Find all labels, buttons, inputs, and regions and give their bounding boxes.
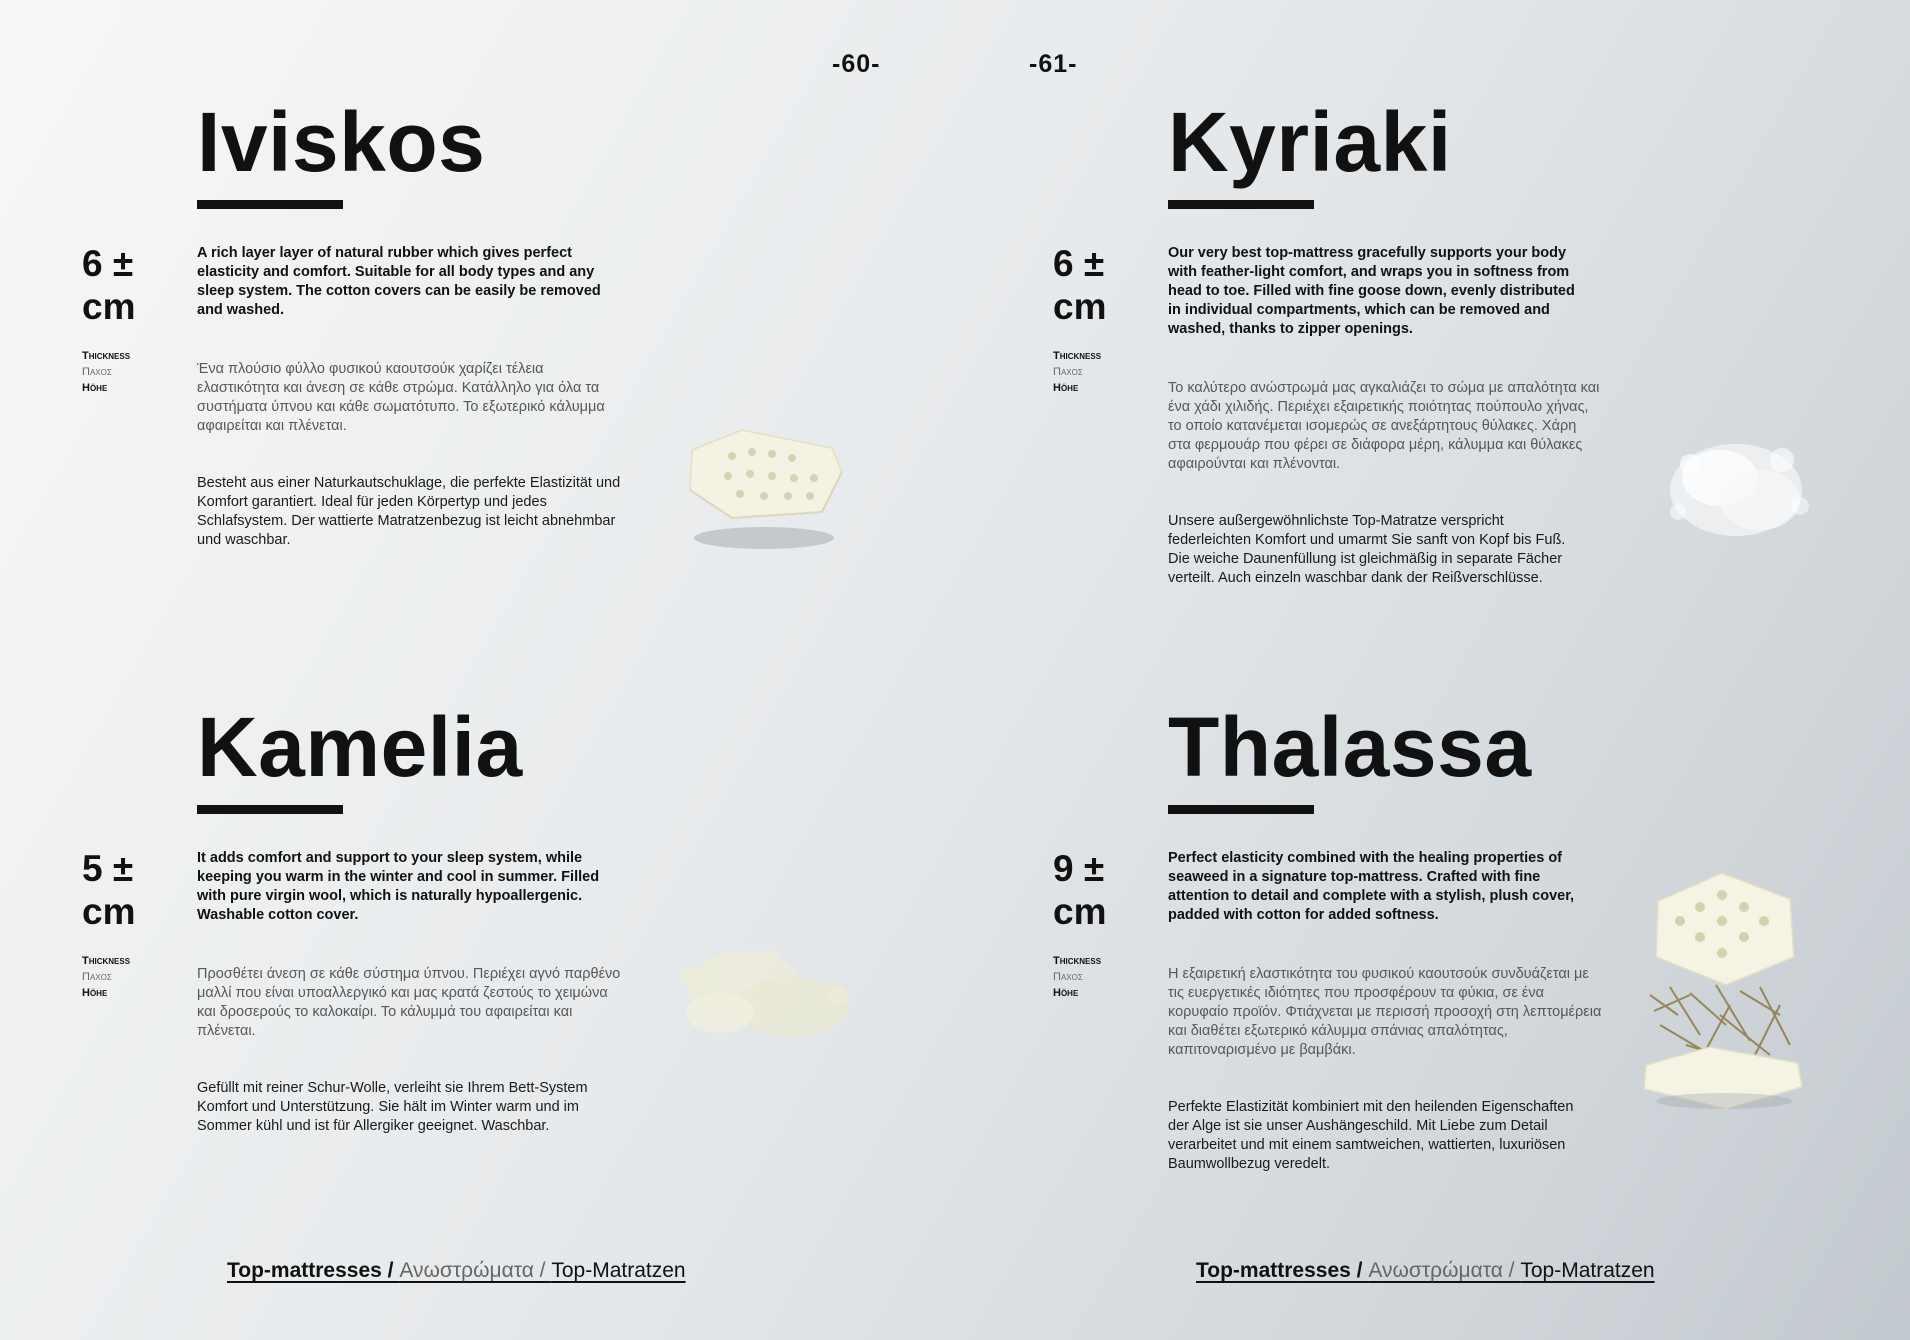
page-number-left: -60- bbox=[832, 50, 881, 78]
thickness-label-el: Παχος bbox=[82, 366, 112, 378]
thickness-label-de: Höhe bbox=[1053, 382, 1079, 394]
description-en: Perfect elasticity combined with the healing properties of seaweed in a signature top-mattress. Crafted with fine attention to detail and complete with a stylish, plush cover, padded with cotton for added softness. bbox=[1168, 850, 1575, 923]
thickness-label-en: Thickness bbox=[1053, 350, 1102, 362]
product-title: Kyriaki bbox=[1168, 95, 1452, 189]
product-title: Thalassa bbox=[1168, 700, 1532, 794]
down-feather-icon bbox=[1650, 420, 1820, 560]
footer-el: Ανωστρώματα / bbox=[1368, 1259, 1515, 1282]
description-de: Perfekte Elastizität kombiniert mit den heilenden Eigenschaften der Alge ist sie unser Aushängeschild. Mit Liebe zum Detail verarbeitet und mit einem samtweichen, wattierten, luxuriösen Baumwollbezug veredelt. bbox=[1168, 1099, 1574, 1172]
thickness-label-de: Höhe bbox=[82, 987, 108, 999]
thickness-label-de: Höhe bbox=[1053, 987, 1079, 999]
thickness-label-el: Παχος bbox=[1053, 971, 1083, 983]
page-number-right: -61- bbox=[1029, 50, 1078, 78]
thickness-value: 6 ± cm bbox=[1053, 243, 1107, 327]
title-underline bbox=[1168, 805, 1314, 814]
description-de: Unsere außergewöhnlichste Top-Matratze verspricht federleichten Komfort und umarmt Sie sanft von Kopf bis Fuß. Die weiche Daunenfüllung ist gleichmäßig in separate Fächer verteilt. Auch einzeln waschbar dank der Reißverschlüsse. bbox=[1168, 513, 1566, 586]
description-en: It adds comfort and support to your sleep system, while keeping you warm in the winter and cool in summer. Filled with pure virgin wool, which is naturally hypoallergenic. Washable cotton cover. bbox=[197, 850, 600, 923]
description-el: Ένα πλούσιο φύλλο φυσικού καουτσούκ χαρίζει τέλεια ελαστικότητα και άνεση σε κάθε στρώμα. Κατάλληλο για όλα τα συστήματα ύπνου και κάθε σωματότυπο. Το εξωτερικό κάλυμμα αφαιρείται και πλένεται. bbox=[197, 361, 605, 434]
wool-fiber-icon bbox=[660, 935, 860, 1055]
thickness-label-el: Παχος bbox=[82, 971, 112, 983]
description-en: Our very best top-mattress gracefully supports your body with feather-light comfort, and wraps you in softness from head to toe. Filled with fine goose down, evenly distributed in individual compartments, which can be removed and washed, thanks to zipper openings. bbox=[1168, 245, 1575, 337]
footer-en: Top-mattresses / bbox=[227, 1259, 394, 1282]
thickness-spec bbox=[1053, 242, 1153, 396]
description-el: Το καλύτερο ανώστρωμά μας αγκαλιάζει το σώμα με απαλότητα και ένα χάδι χιλιδής. Περιέχει εξαιρετικής ποιότητας πούπουλο χήνας, το οποίο κατανέμεται ισομερώς σε ανεξάρτητους θύλακες. Χάρη στα φερμουάρ που φέρει σε διάφορα μέρη, κάλυμμα και θύλακες αφαιρούνται και πλένονται. bbox=[1168, 380, 1600, 472]
product-title: Iviskos bbox=[197, 95, 486, 189]
title-underline bbox=[1168, 200, 1314, 209]
thickness-label-en: Thickness bbox=[82, 955, 131, 967]
footer-category-right bbox=[1196, 1259, 1655, 1283]
footer-en: Top-mattresses / bbox=[1196, 1259, 1363, 1282]
latex-seaweed-layers-icon bbox=[1630, 865, 1820, 1115]
title-underline bbox=[197, 200, 343, 209]
latex-block-icon bbox=[672, 420, 852, 560]
description-de: Gefüllt mit reiner Schur-Wolle, verleiht sie Ihrem Bett-System Komfort und Unterstützung. Sie hält im Winter warm und im Sommer kühl und ist für Allergiker geeignet. Waschbar. bbox=[197, 1080, 588, 1134]
description-de: Besteht aus einer Naturkautschuklage, die perfekte Elastizität und Komfort garantiert. Ideal für jeden Körpertyp und jedes Schlafsystem. Der wattierte Matratzenbezug ist leicht abnehmbar und waschbar. bbox=[197, 475, 621, 548]
thickness-label-el: Παχος bbox=[1053, 366, 1083, 378]
thickness-spec bbox=[82, 242, 182, 396]
thickness-value: 5 ± cm bbox=[82, 848, 136, 932]
description-en: A rich layer layer of natural rubber which gives perfect elasticity and comfort. Suitable for all body types and any sleep system. The cotton covers can be easily be removed and washed. bbox=[197, 245, 601, 318]
product-title: Kamelia bbox=[197, 700, 523, 794]
footer-category-left bbox=[227, 1259, 686, 1283]
footer-de: Top-Matratzen bbox=[1520, 1259, 1655, 1282]
thickness-label-en: Thickness bbox=[1053, 955, 1102, 967]
thickness-spec bbox=[82, 847, 182, 1001]
thickness-label-en: Thickness bbox=[82, 350, 131, 362]
thickness-label-de: Höhe bbox=[82, 382, 108, 394]
description-el: Προσθέτει άνεση σε κάθε σύστημα ύπνου. Περιέχει αγνό παρθένο μαλλί που είναι υποαλλεργικό και μας κρατά ζεστούς το χειμώνα και δροσερούς το καλοκαίρι. Το κάλυμμά του αφαιρείται και πλένεται. bbox=[197, 966, 621, 1039]
thickness-value: 9 ± cm bbox=[1053, 848, 1107, 932]
footer-de: Top-Matratzen bbox=[551, 1259, 686, 1282]
description-el: Η εξαιρετική ελαστικότητα του φυσικού καουτσούκ συνδυάζεται με τις ευεργετικές ιδιότητες που προσφέρουν τα φύκια, σε ένα κορυφαίο προϊόν. Φτιάχνεται με περισσή προσοχή στη λεπτομέρεια και διαθέτει εξωτερικό κάλυμμα σπάνιας απαλότητας, καπιτοναρισμένο με βαμβάκι. bbox=[1168, 966, 1602, 1058]
title-underline bbox=[197, 805, 343, 814]
thickness-value: 6 ± cm bbox=[82, 243, 136, 327]
footer-el: Ανωστρώματα / bbox=[399, 1259, 546, 1282]
thickness-spec bbox=[1053, 847, 1153, 1001]
